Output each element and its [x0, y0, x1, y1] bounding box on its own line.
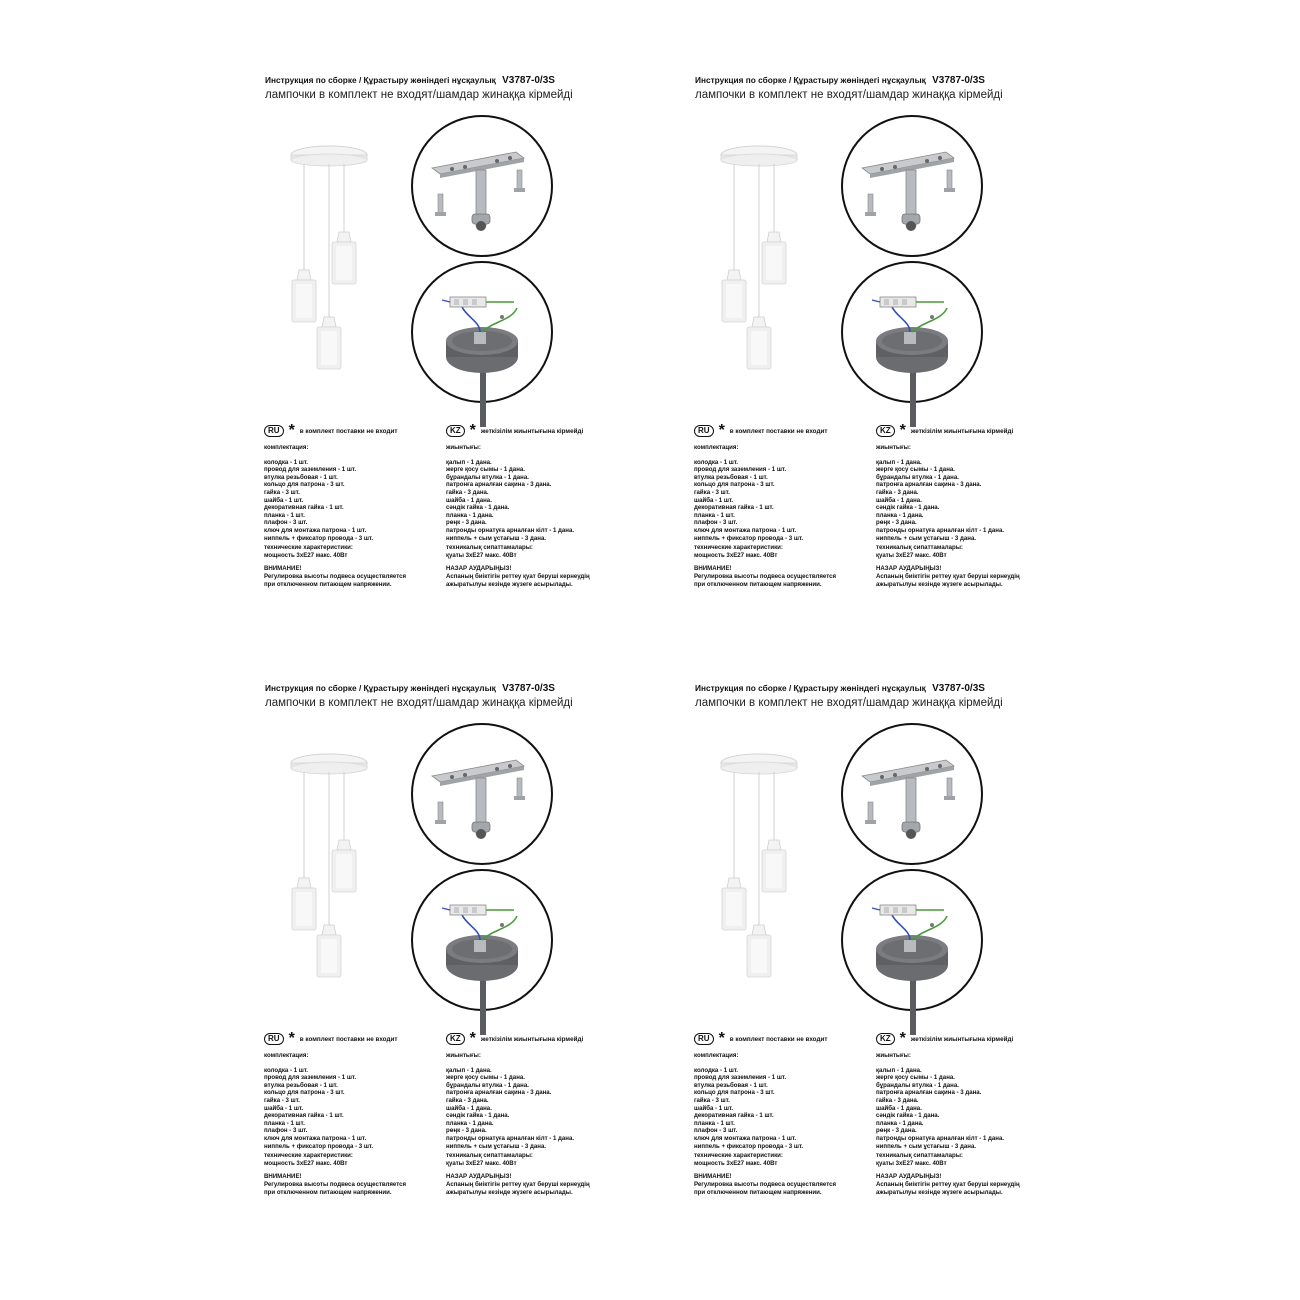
kz-warning-heading: НАЗАР АУДАРЫҢЫЗ!: [446, 1173, 512, 1181]
assembly-illustration: [262, 112, 692, 432]
panel-subtitle: лампочки в комплект не входят/шамдар жинаққа кірмейді: [695, 697, 1003, 709]
list-item: планка - 1 шт.: [694, 511, 735, 519]
pendant-lamp-illustration: [291, 754, 367, 977]
list-item: жерге қосу сымы - 1 дана.: [446, 466, 525, 474]
list-item: ниппель + фиксатор провода - 3 шт.: [264, 534, 374, 542]
list-item: провод для заземления - 1 шт.: [694, 466, 787, 474]
list-item: патронға арналған сақина - 3 дана.: [446, 481, 552, 489]
asterisk-icon: *: [899, 1030, 906, 1047]
list-item: гайка - 3 дана.: [876, 488, 919, 496]
kz-warning-heading: НАЗАР АУДАРЫҢЫЗ!: [876, 565, 942, 573]
list-item: шайба - 1 дана.: [446, 496, 492, 504]
instruction-panel: [692, 72, 1122, 632]
ru-note-row: [694, 1032, 827, 1046]
list-item: гайка - 3 шт.: [264, 488, 300, 496]
ru-column: [694, 444, 874, 588]
panel-title: [695, 75, 985, 86]
ru-specs: мощность 3xE27 макс. 40Вт: [264, 1159, 348, 1167]
list-item: ниппель + фиксатор провода - 3 шт.: [694, 1142, 804, 1150]
kz-column: [446, 1052, 626, 1196]
ru-heading: комплектация:: [694, 1052, 739, 1059]
list-item: патронға арналған сақина - 3 дана.: [876, 481, 982, 489]
mounting-bracket-detail: [412, 116, 552, 256]
kz-not-included-note: жеткізілім жиынтығына кірмейді: [480, 427, 584, 435]
list-item: рөңк - 3 дана.: [876, 519, 917, 527]
model-number: V3787-0/3S: [932, 75, 985, 86]
instruction-panel: [262, 72, 692, 632]
list-item: планка - 1 дана.: [446, 511, 494, 519]
list-item: втулка резьбовая - 1 шт.: [694, 473, 768, 481]
wiring-connection-detail: [842, 262, 982, 427]
list-item: плафон - 3 шт.: [694, 1127, 738, 1135]
list-item: ниппель + сым ұстағыш - 3 дана.: [876, 534, 977, 542]
list-item: шайба - 1 шт.: [264, 496, 304, 504]
kz-note-row: [876, 424, 1013, 438]
list-item: плафон - 3 шт.: [694, 519, 738, 527]
list-item: қалып - 1 дана.: [446, 458, 492, 466]
list-item: жерге қосу сымы - 1 дана.: [446, 1074, 525, 1082]
asterisk-icon: *: [288, 422, 295, 439]
list-item: ключ для монтажа патрона - 1 шт.: [264, 1134, 367, 1142]
list-item: ниппель + фиксатор провода - 3 шт.: [264, 1142, 374, 1150]
asterisk-icon: *: [469, 422, 476, 439]
list-item: плафон - 3 шт.: [264, 519, 308, 527]
kz-parts-list: [876, 459, 1056, 543]
kz-not-included-note: жеткізілім жиынтығына кірмейді: [910, 1035, 1014, 1043]
list-item: ниппель + сым ұстағыш - 3 дана.: [446, 534, 547, 542]
kz-warning-line: ажыратылуы кезінде жүзеге асырылады.: [446, 1188, 573, 1196]
ru-warning-line: Регулировка высоты подвеса осуществляется: [264, 572, 407, 580]
ru-parts-list: [264, 459, 444, 543]
list-item: бұрандалы втулка - 1 дана.: [876, 473, 959, 481]
list-item: провод для заземления - 1 шт.: [264, 466, 357, 474]
ru-specs: мощность 3xE27 макс. 40Вт: [694, 551, 778, 559]
list-item: планка - 1 шт.: [264, 511, 305, 519]
list-item: рөңк - 3 дана.: [876, 1127, 917, 1135]
list-item: ключ для монтажа патрона - 1 шт.: [694, 526, 797, 534]
ru-badge: RU: [264, 425, 284, 437]
list-item: қалып - 1 дана.: [876, 458, 922, 466]
kz-warning-line: Аспаның биіктігін реттеу қуат беруші кернеудің: [446, 1180, 590, 1188]
list-item: бұрандалы втулка - 1 дана.: [446, 473, 529, 481]
list-item: сәндік гайка - 1 дана.: [876, 1112, 940, 1120]
list-item: қалып - 1 дана.: [876, 1066, 922, 1074]
ru-warning-line: при отключенном питающем напряжении.: [264, 1188, 392, 1196]
model-number: V3787-0/3S: [502, 75, 555, 86]
list-item: бұрандалы втулка - 1 дана.: [876, 1081, 959, 1089]
kz-heading: жиынтығы:: [876, 1052, 911, 1059]
list-item: планка - 1 дана.: [876, 511, 924, 519]
list-item: гайка - 3 шт.: [694, 488, 730, 496]
list-item: ключ для монтажа патрона - 1 шт.: [264, 526, 367, 534]
kz-not-included-note: жеткізілім жиынтығына кірмейді: [480, 1035, 584, 1043]
kz-specs-heading: техникалық сипаттамалары:: [876, 1152, 963, 1160]
kz-not-included-note: жеткізілім жиынтығына кірмейді: [910, 427, 1014, 435]
model-number: V3787-0/3S: [932, 683, 985, 694]
list-item: рөңк - 3 дана.: [446, 1127, 487, 1135]
asterisk-icon: *: [288, 1030, 295, 1047]
kz-warning-line: ажыратылуы кезінде жүзеге асырылады.: [446, 580, 573, 588]
list-item: кольцо для патрона - 3 шт.: [264, 1089, 345, 1097]
list-item: бұрандалы втулка - 1 дана.: [446, 1081, 529, 1089]
ru-warning-line: Регулировка высоты подвеса осуществляется: [694, 572, 837, 580]
ru-heading: комплектация:: [694, 444, 739, 451]
pendant-lamp-illustration: [291, 146, 367, 369]
instruction-panel: [692, 680, 1122, 1240]
list-item: декоративная гайка - 1 шт.: [264, 1112, 344, 1120]
list-item: патронды орнатуға арналған кілт - 1 дана.: [876, 526, 1005, 534]
assembly-illustration: [262, 720, 692, 1040]
asterisk-icon: *: [718, 1030, 725, 1047]
ru-specs-heading: технические характеристики:: [694, 544, 783, 552]
kz-badge: KZ: [446, 1033, 465, 1045]
ru-warning-line: Регулировка высоты подвеса осуществляется: [264, 1180, 407, 1188]
kz-specs-heading: техникалық сипаттамалары:: [876, 544, 963, 552]
list-item: гайка - 3 дана.: [446, 488, 489, 496]
ru-badge: RU: [694, 1033, 714, 1045]
kz-column: [876, 1052, 1056, 1196]
kz-badge: KZ: [446, 425, 465, 437]
ru-warning-line: при отключенном питающем напряжении.: [694, 580, 822, 588]
kz-heading: жиынтығы:: [876, 444, 911, 451]
kz-column: [876, 444, 1056, 588]
ru-specs: мощность 3xE27 макс. 40Вт: [694, 1159, 778, 1167]
ru-column: [264, 1052, 444, 1196]
asterisk-icon: *: [718, 422, 725, 439]
kz-warning-line: Аспаның биіктігін реттеу қуат беруші кернеудің: [876, 572, 1020, 580]
wiring-connection-detail: [412, 870, 552, 1035]
kz-specs-heading: техникалық сипаттамалары:: [446, 544, 533, 552]
ru-not-included-note: в комплект поставки не входит: [729, 427, 828, 435]
list-item: планка - 1 шт.: [694, 1119, 735, 1127]
ru-not-included-note: в комплект поставки не входит: [299, 1035, 398, 1043]
kz-column: [446, 444, 626, 588]
ru-not-included-note: в комплект поставки не входит: [729, 1035, 828, 1043]
list-item: декоративная гайка - 1 шт.: [694, 504, 774, 512]
instruction-panel: [262, 680, 692, 1240]
title-text: Инструкция по сборке / Құрастыру жөніндегі нұсқаулық: [695, 75, 926, 85]
list-item: ниппель + фиксатор провода - 3 шт.: [694, 534, 804, 542]
ru-parts-list: [264, 1067, 444, 1151]
list-item: сәндік гайка - 1 дана.: [876, 504, 940, 512]
kz-warning-line: Аспаның биіктігін реттеу қуат беруші кернеудің: [876, 1180, 1020, 1188]
kz-specs: қуаты 3xE27 макс. 40Вт: [876, 1159, 947, 1167]
list-item: ключ для монтажа патрона - 1 шт.: [694, 1134, 797, 1142]
list-item: патронды орнатуға арналған кілт - 1 дана.: [446, 526, 575, 534]
list-item: гайка - 3 дана.: [446, 1096, 489, 1104]
list-item: гайка - 3 шт.: [694, 1096, 730, 1104]
pendant-lamp-illustration: [721, 146, 797, 369]
list-item: колодка - 1 шт.: [264, 458, 308, 466]
pendant-lamp-illustration: [721, 754, 797, 977]
list-item: гайка - 3 дана.: [876, 1096, 919, 1104]
kz-badge: KZ: [876, 1033, 895, 1045]
model-number: V3787-0/3S: [502, 683, 555, 694]
kz-heading: жиынтығы:: [446, 444, 481, 451]
list-item: ниппель + сым ұстағыш - 3 дана.: [876, 1142, 977, 1150]
asterisk-icon: *: [899, 422, 906, 439]
list-item: патронды орнатуға арналған кілт - 1 дана.: [876, 1134, 1005, 1142]
ru-heading: комплектация:: [264, 444, 309, 451]
list-item: планка - 1 шт.: [264, 1119, 305, 1127]
list-item: планка - 1 дана.: [446, 1119, 494, 1127]
list-item: шайба - 1 шт.: [694, 1104, 734, 1112]
title-text: Инструкция по сборке / Құрастыру жөніндегі нұсқаулық: [265, 75, 496, 85]
kz-warning-heading: НАЗАР АУДАРЫҢЫЗ!: [876, 1173, 942, 1181]
list-item: ниппель + сым ұстағыш - 3 дана.: [446, 1142, 547, 1150]
ru-note-row: [264, 1032, 397, 1046]
ru-specs: мощность 3xE27 макс. 40Вт: [264, 551, 348, 559]
list-item: провод для заземления - 1 шт.: [694, 1074, 787, 1082]
list-item: колодка - 1 шт.: [694, 1066, 738, 1074]
kz-specs: қуаты 3xE27 макс. 40Вт: [876, 551, 947, 559]
ru-note-row: [264, 424, 397, 438]
kz-note-row: [446, 1032, 583, 1046]
ru-warning-line: Регулировка высоты подвеса осуществляется: [694, 1180, 837, 1188]
list-item: втулка резьбовая - 1 шт.: [264, 1081, 338, 1089]
list-item: провод для заземления - 1 шт.: [264, 1074, 357, 1082]
list-item: кольцо для патрона - 3 шт.: [694, 481, 775, 489]
panel-title: [265, 683, 555, 694]
list-item: патронды орнатуға арналған кілт - 1 дана.: [446, 1134, 575, 1142]
ru-warning-line: при отключенном питающем напряжении.: [264, 580, 392, 588]
list-item: кольцо для патрона - 3 шт.: [694, 1089, 775, 1097]
panel-title: [265, 75, 555, 86]
list-item: шайба - 1 шт.: [694, 496, 734, 504]
kz-specs: қуаты 3xE27 макс. 40Вт: [446, 551, 517, 559]
ru-specs-heading: технические характеристики:: [694, 1152, 783, 1160]
kz-heading: жиынтығы:: [446, 1052, 481, 1059]
list-item: колодка - 1 шт.: [694, 458, 738, 466]
asterisk-icon: *: [469, 1030, 476, 1047]
list-item: патронға арналған сақина - 3 дана.: [446, 1089, 552, 1097]
panel-subtitle: лампочки в комплект не входят/шамдар жинаққа кірмейді: [695, 89, 1003, 101]
assembly-illustration: [692, 112, 1122, 432]
list-item: жерге қосу сымы - 1 дана.: [876, 1074, 955, 1082]
list-item: шайба - 1 шт.: [264, 1104, 304, 1112]
panel-title: [695, 683, 985, 694]
list-item: шайба - 1 дана.: [876, 1104, 922, 1112]
ru-specs-heading: технические характеристики:: [264, 1152, 353, 1160]
list-item: шайба - 1 дана.: [446, 1104, 492, 1112]
list-item: плафон - 3 шт.: [264, 1127, 308, 1135]
kz-warning-line: Аспаның биіктігін реттеу қуат беруші кернеудің: [446, 572, 590, 580]
title-text: Инструкция по сборке / Құрастыру жөніндегі нұсқаулық: [265, 683, 496, 693]
list-item: сәндік гайка - 1 дана.: [446, 504, 510, 512]
list-item: втулка резьбовая - 1 шт.: [694, 1081, 768, 1089]
ru-warning-line: при отключенном питающем напряжении.: [694, 1188, 822, 1196]
ru-specs-heading: технические характеристики:: [264, 544, 353, 552]
kz-badge: KZ: [876, 425, 895, 437]
ru-badge: RU: [694, 425, 714, 437]
ru-parts-list: [694, 1067, 874, 1151]
panel-subtitle: лампочки в комплект не входят/шамдар жинаққа кірмейді: [265, 89, 573, 101]
list-item: қалып - 1 дана.: [446, 1066, 492, 1074]
title-text: Инструкция по сборке / Құрастыру жөніндегі нұсқаулық: [695, 683, 926, 693]
ru-parts-list: [694, 459, 874, 543]
list-item: колодка - 1 шт.: [264, 1066, 308, 1074]
wiring-connection-detail: [412, 262, 552, 427]
list-item: сәндік гайка - 1 дана.: [446, 1112, 510, 1120]
assembly-illustration: [692, 720, 1122, 1040]
ru-warning-heading: ВНИМАНИЕ!: [694, 565, 732, 573]
list-item: планка - 1 дана.: [876, 1119, 924, 1127]
mounting-bracket-detail: [842, 724, 982, 864]
mounting-bracket-detail: [412, 724, 552, 864]
panel-subtitle: лампочки в комплект не входят/шамдар жинаққа кірмейді: [265, 697, 573, 709]
kz-specs: қуаты 3xE27 макс. 40Вт: [446, 1159, 517, 1167]
list-item: жерге қосу сымы - 1 дана.: [876, 466, 955, 474]
list-item: гайка - 3 шт.: [264, 1096, 300, 1104]
kz-warning-heading: НАЗАР АУДАРЫҢЫЗ!: [446, 565, 512, 573]
ru-note-row: [694, 424, 827, 438]
kz-specs-heading: техникалық сипаттамалары:: [446, 1152, 533, 1160]
kz-parts-list: [876, 1067, 1056, 1151]
list-item: шайба - 1 дана.: [876, 496, 922, 504]
kz-warning-line: ажыратылуы кезінде жүзеге асырылады.: [876, 580, 1003, 588]
list-item: патронға арналған сақина - 3 дана.: [876, 1089, 982, 1097]
list-item: втулка резьбовая - 1 шт.: [264, 473, 338, 481]
list-item: декоративная гайка - 1 шт.: [694, 1112, 774, 1120]
mounting-bracket-detail: [842, 116, 982, 256]
kz-warning-line: ажыратылуы кезінде жүзеге асырылады.: [876, 1188, 1003, 1196]
ru-warning-heading: ВНИМАНИЕ!: [694, 1173, 732, 1181]
ru-column: [694, 1052, 874, 1196]
ru-badge: RU: [264, 1033, 284, 1045]
list-item: декоративная гайка - 1 шт.: [264, 504, 344, 512]
kz-note-row: [446, 424, 583, 438]
ru-warning-heading: ВНИМАНИЕ!: [264, 1173, 302, 1181]
kz-note-row: [876, 1032, 1013, 1046]
ru-not-included-note: в комплект поставки не входит: [299, 427, 398, 435]
kz-parts-list: [446, 459, 626, 543]
ru-column: [264, 444, 444, 588]
list-item: кольцо для патрона - 3 шт.: [264, 481, 345, 489]
ru-heading: комплектация:: [264, 1052, 309, 1059]
wiring-connection-detail: [842, 870, 982, 1035]
kz-parts-list: [446, 1067, 626, 1151]
list-item: рөңк - 3 дана.: [446, 519, 487, 527]
ru-warning-heading: ВНИМАНИЕ!: [264, 565, 302, 573]
